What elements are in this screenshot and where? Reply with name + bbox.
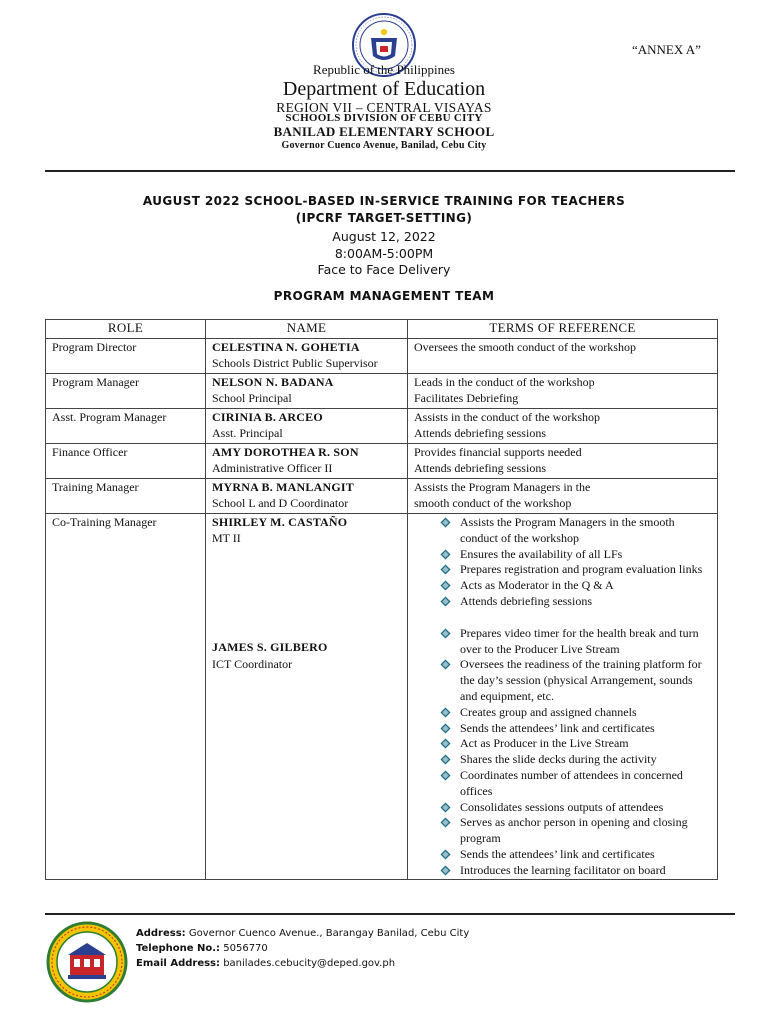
bullet-text: Consolidates sessions outputs of attendees [460, 799, 664, 814]
program-management-table [45, 319, 718, 880]
event-time: 8:00AM-5:00PM [334, 246, 434, 261]
department-title: Department of Education [282, 78, 486, 100]
footer-address [136, 926, 469, 941]
role-cell: Finance Officer [46, 444, 206, 479]
term-item: Provides financial supports needed [414, 445, 582, 459]
bullet-text: Serves as anchor person in opening and closing program [460, 815, 688, 846]
table-row [46, 479, 718, 514]
bullet-item [436, 863, 711, 879]
phone-value: 5056770 [223, 943, 268, 954]
term-item: Attends debriefing sessions [414, 460, 546, 475]
diamond-bullet-icon [440, 580, 451, 591]
role-cell: Co-Training Manager [46, 514, 206, 880]
region-line: REGION VII – CENTRAL VISAYAS [276, 100, 492, 115]
person-name: MYRNA B. MANLANGIT [212, 480, 354, 494]
bullet-item [436, 721, 711, 737]
bullet-text: Shares the slide decks during the activity [460, 752, 657, 767]
bullet-item [436, 515, 711, 547]
event-subtitle: (IPCRF TARGET-SETTING) [295, 211, 473, 225]
diamond-bullet-icon [440, 549, 451, 560]
bullet-item [436, 815, 711, 847]
spacer [414, 610, 711, 626]
name-cell [206, 444, 408, 479]
footer-phone [136, 941, 469, 956]
term-item: Attends debriefing sessions [414, 425, 546, 440]
role-cell: Training Manager [46, 479, 206, 514]
diamond-bullet-icon [440, 849, 451, 860]
person-name: AMY DOROTHEA R. SON [212, 445, 359, 459]
spacer [212, 546, 401, 640]
terms-cell [408, 339, 718, 374]
name-cell [206, 409, 408, 444]
person-position: Administrative Officer II [212, 460, 333, 475]
person-name: CELESTINA N. GOHETIA [212, 340, 360, 354]
name-cell [206, 479, 408, 514]
diamond-bullet-icon [440, 564, 451, 575]
person-name: NELSON N. BADANA [212, 375, 334, 389]
section-title: PROGRAM MANAGEMENT TEAM [273, 289, 495, 303]
term-item: Facilitates Debriefing [414, 390, 519, 405]
header-role: ROLE [46, 320, 206, 339]
annex-label: “ANNEX A” [632, 42, 701, 57]
role-cell: Program Director [46, 339, 206, 374]
republic-line: Republic of the Philippines [313, 62, 455, 77]
bullet-item [436, 562, 711, 578]
diamond-bullet-icon [440, 628, 451, 639]
role-cell: Asst. Program Manager [46, 409, 206, 444]
diamond-bullet-icon [440, 770, 451, 781]
school-logo-icon [46, 921, 128, 1003]
diamond-bullet-icon [440, 817, 451, 828]
division-line: SCHOOLS DIVISION OF CEBU CITY [285, 112, 483, 124]
email-value[interactable]: banilades.cebucity@deped.gov.ph [223, 958, 396, 969]
table-row [46, 409, 718, 444]
bullet-text: Acts as Moderator in the Q & A [460, 578, 614, 593]
bullet-item [436, 626, 711, 658]
person-position: Schools District Public Supervisor [212, 355, 378, 370]
role-cell: Program Manager [46, 374, 206, 409]
terms-cell [408, 479, 718, 514]
footer-email [136, 956, 469, 971]
header-terms: TERMS OF REFERENCE [408, 320, 718, 339]
person-position: MT II [212, 530, 241, 545]
bullet-item [436, 547, 711, 563]
table-row [46, 444, 718, 479]
diamond-bullet-icon [440, 659, 451, 670]
diamond-bullet-icon [440, 596, 451, 607]
bullet-text: Introduces the learning facilitator on board [460, 862, 666, 877]
bullet-text: Sends the attendees’ link and certificates [460, 846, 655, 861]
person-position: School Principal [212, 390, 292, 405]
person-position: ICT Coordinator [212, 656, 293, 671]
header-divider [45, 170, 735, 172]
bullet-text: Coordinates number of attendees in concerned offices [460, 767, 683, 798]
bullet-text: Ensures the availability of all LFs [460, 546, 623, 561]
event-mode: Face to Face Delivery [317, 262, 451, 277]
terms-cell [408, 409, 718, 444]
table-row [46, 339, 718, 374]
term-item: smooth conduct of the workshop [414, 495, 572, 510]
bullet-list [414, 626, 711, 879]
school-address: Governor Cuenco Avenue, Banilad, Cebu City [281, 140, 487, 151]
footer-divider [45, 913, 735, 915]
terms-cell [408, 514, 718, 880]
bullet-item [436, 736, 711, 752]
bullet-text: Prepares video timer for the health break and turn over to the Producer Live Stream [460, 625, 699, 656]
terms-cell [408, 374, 718, 409]
diamond-bullet-icon [440, 754, 451, 765]
table-header-row [46, 320, 718, 339]
term-item: Leads in the conduct of the workshop [414, 375, 595, 389]
bullet-item [436, 657, 711, 704]
diamond-bullet-icon [440, 738, 451, 749]
bullet-item [436, 578, 711, 594]
bullet-item [436, 800, 711, 816]
bullet-item [436, 705, 711, 721]
person-name: JAMES S. GILBERO [212, 640, 328, 654]
bullet-item [436, 847, 711, 863]
person-name: CIRINIA B. ARCEO [212, 410, 323, 424]
term-item: Assists the Program Managers in the [414, 480, 591, 494]
email-label: Email Address: [136, 958, 221, 969]
name-cell [206, 374, 408, 409]
name-cell [206, 339, 408, 374]
bullet-text: Creates group and assigned channels [460, 704, 637, 719]
header-name: NAME [206, 320, 408, 339]
diamond-bullet-icon [440, 802, 451, 813]
term-item: Oversees the smooth conduct of the workshop [414, 340, 636, 354]
phone-label: Telephone No.: [136, 943, 221, 954]
school-name: BANILAD ELEMENTARY SCHOOL [273, 124, 495, 139]
diamond-bullet-icon [440, 707, 451, 718]
term-item: Assists in the conduct of the workshop [414, 410, 600, 424]
bullet-text: Sends the attendees’ link and certificates [460, 720, 655, 735]
event-date: August 12, 2022 [332, 229, 436, 244]
address-value: Governor Cuenco Avenue., Barangay Banilad, Cebu City [188, 928, 470, 939]
diamond-bullet-icon [440, 517, 451, 528]
person-position: Asst. Principal [212, 425, 283, 440]
diamond-bullet-icon [440, 723, 451, 734]
bullet-item [436, 768, 711, 800]
event-title: AUGUST 2022 SCHOOL-BASED IN-SERVICE TRAINING FOR TEACHERS [142, 194, 626, 208]
person-name: SHIRLEY M. CASTAÑO [212, 515, 348, 529]
bullet-text: Prepares registration and program evaluation links [460, 562, 703, 577]
table-row [46, 514, 718, 880]
bullet-text: Attends debriefing sessions [460, 593, 592, 608]
footer-contact [136, 926, 469, 971]
person-position: School L and D Coordinator [212, 495, 349, 510]
bullet-item [436, 594, 711, 610]
table-row [46, 374, 718, 409]
diamond-bullet-icon [440, 865, 451, 876]
bullet-text: Assists the Program Managers in the smooth conduct of the workshop [460, 515, 675, 545]
bullet-text: Act as Producer in the Live Stream [460, 736, 629, 751]
bullet-item [436, 752, 711, 768]
bullet-text: Oversees the readiness of the training platform for the day’s session (physical Arrangement, sounds and equipment, etc. [460, 657, 702, 703]
terms-cell [408, 444, 718, 479]
address-label: Address: [136, 928, 186, 939]
bullet-list [414, 515, 711, 610]
name-cell [206, 514, 408, 880]
